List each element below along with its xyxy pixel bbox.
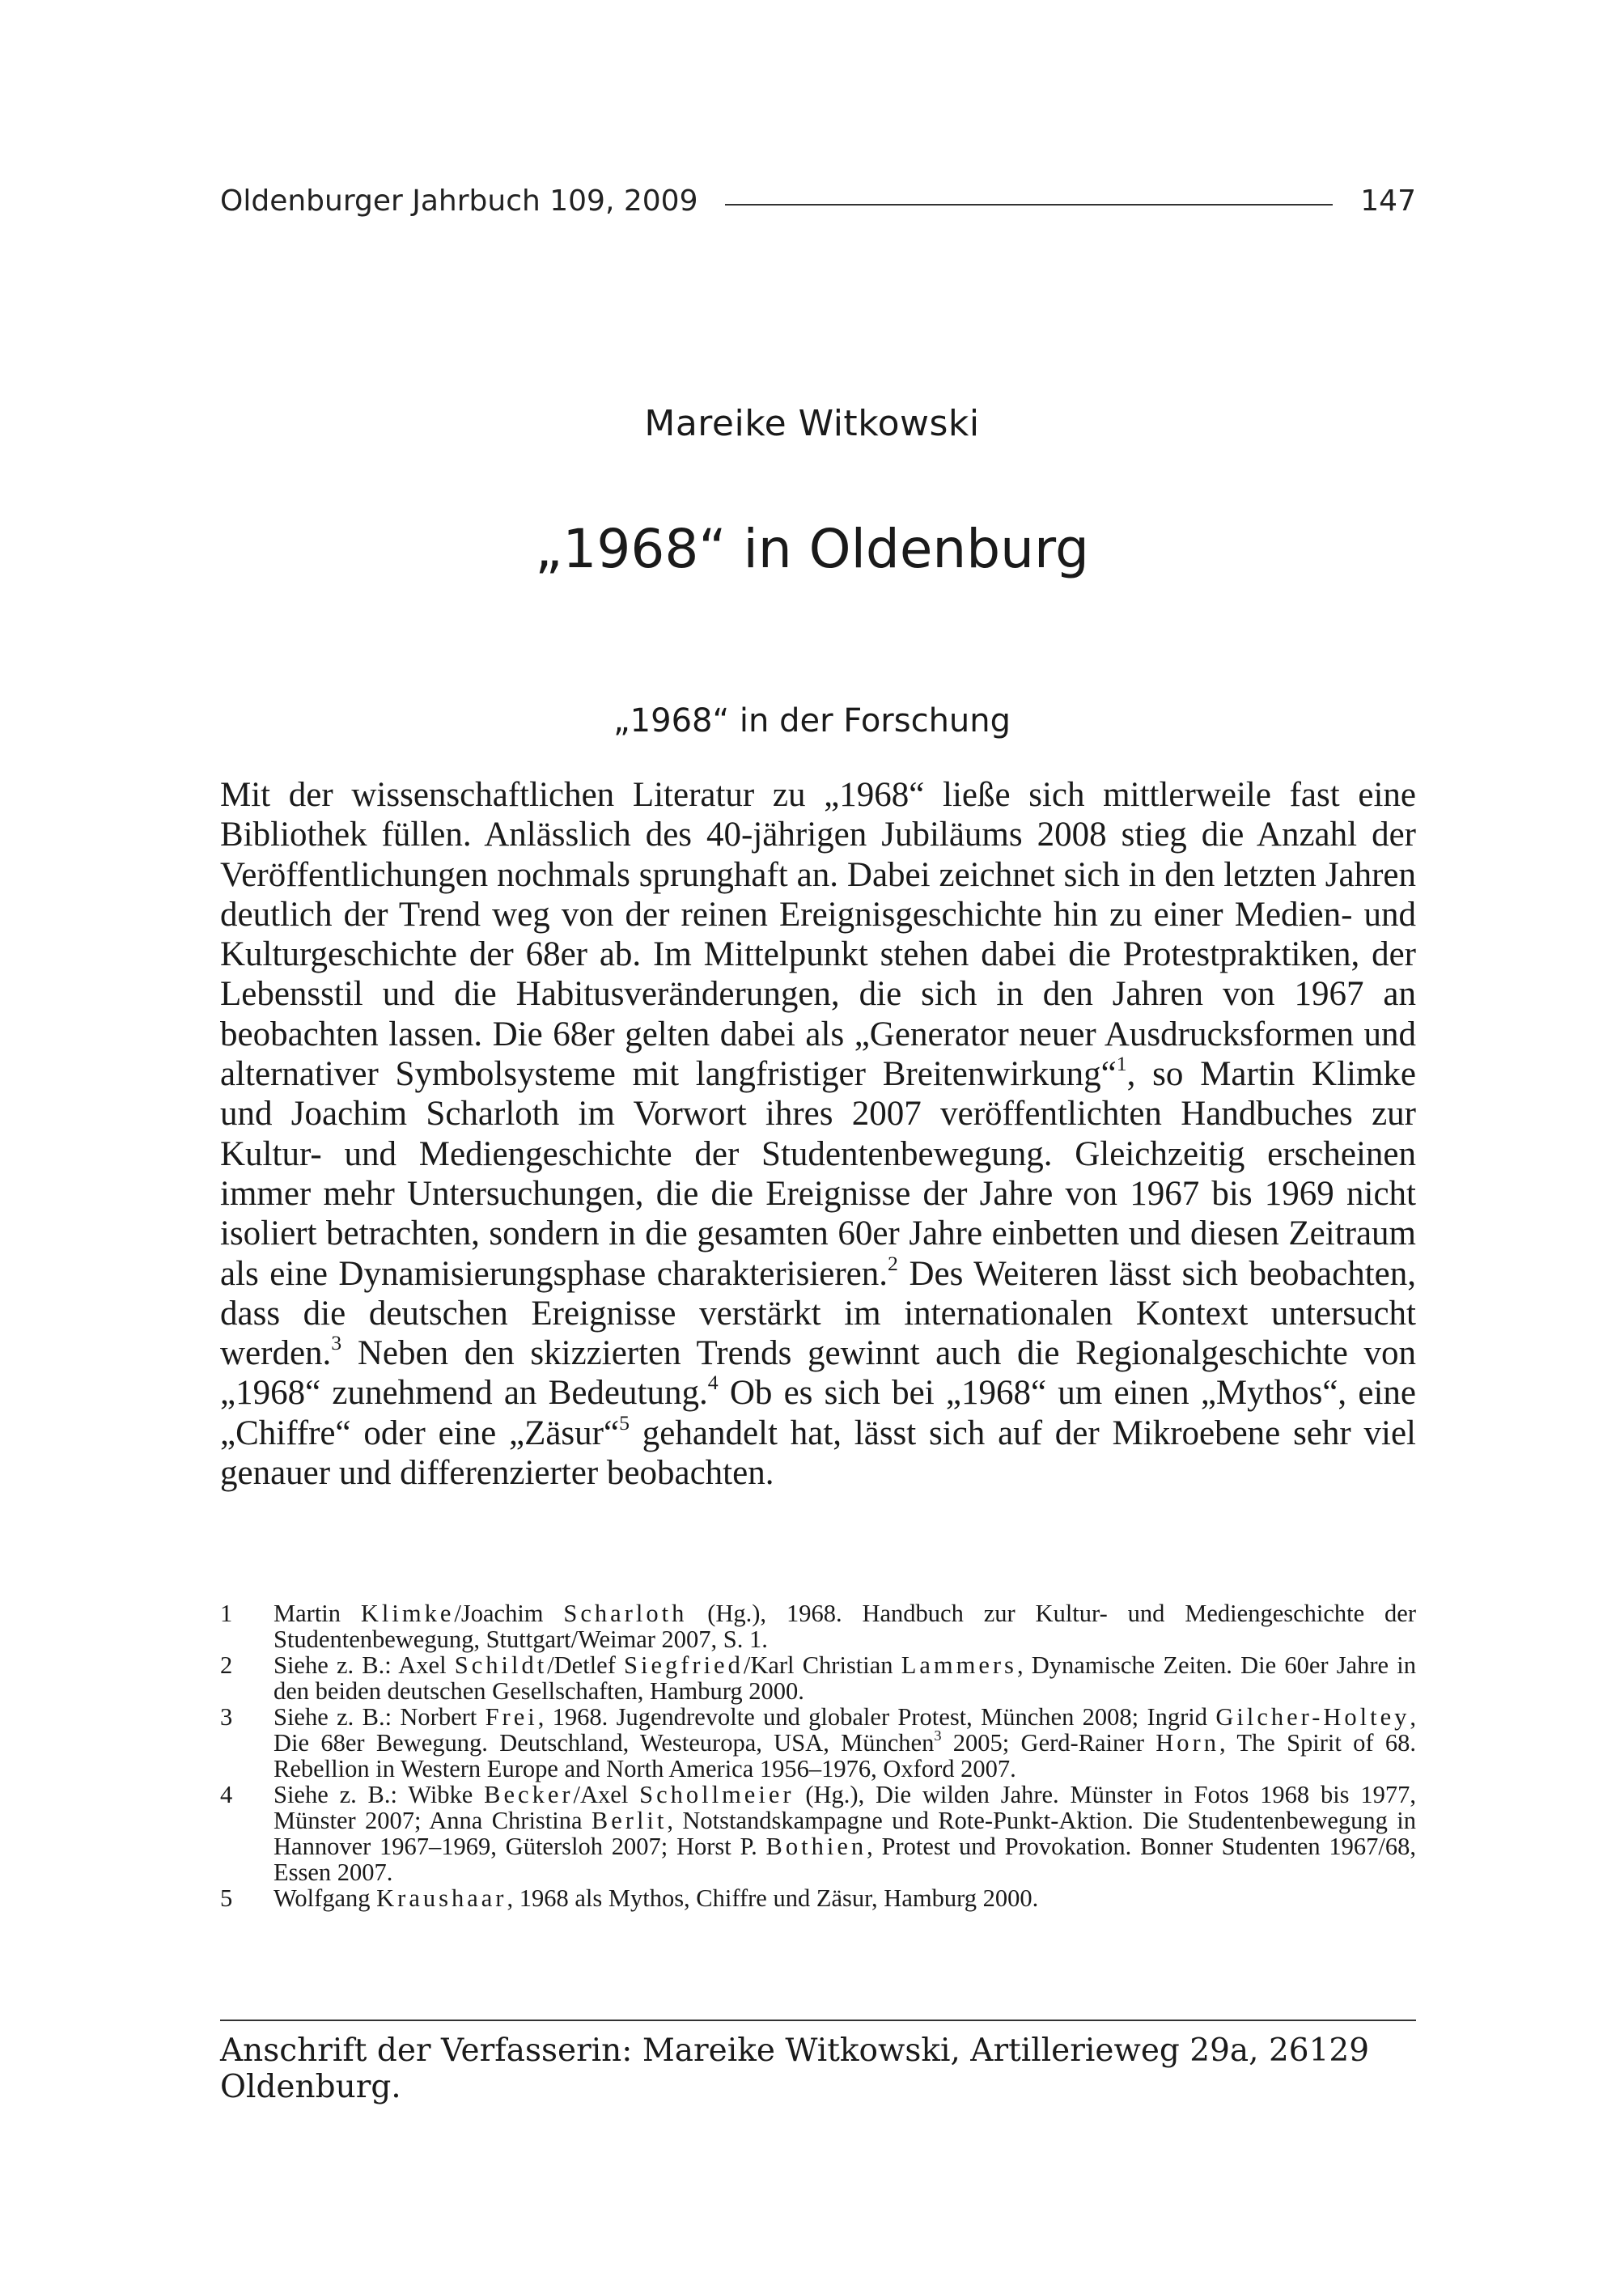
article-title: „1968“ in Oldenburg [535, 518, 1089, 580]
footnote [220, 1704, 1416, 1782]
header-rule [725, 204, 1333, 206]
author-name: Lammers [901, 1651, 1017, 1679]
footnote-number: 2 [220, 1651, 233, 1679]
edition-superscript: 3 [934, 1727, 942, 1744]
address-divider [220, 2020, 1416, 2021]
author-name: Kraushaar [376, 1884, 507, 1912]
body-text-run: Ob es sich bei „1968“ um einen „Mythos“, eine „Chiffre“ oder eine „Zäsur“ [220, 1374, 1416, 1452]
footnote-number: 3 [220, 1703, 233, 1731]
journal-title: Oldenburger Jahrbuch 109, 2009 [220, 184, 698, 218]
body-text-run: gehandelt hat, lässt sich auf der Mikroebene sehr viel genauer und differenzierter beobachten. [220, 1414, 1416, 1493]
footnote-ref[interactable]: 2 [888, 1251, 898, 1275]
author-name: Horn [1155, 1729, 1219, 1757]
footnote [220, 1652, 1416, 1704]
author-name: Schildt [454, 1651, 548, 1679]
footnote-ref[interactable]: 4 [707, 1371, 719, 1395]
footnote-text: Martin Klimke/Joachim Scharloth (Hg.), 1968. Handbuch zur Kultur- und Mediengeschichte der Studentenbewegung, Stuttgart/Weimar 2007, S. 1. [273, 1600, 1416, 1653]
running-head [220, 184, 1416, 218]
page-number: 147 [1360, 184, 1416, 218]
footnote-ref[interactable]: 5 [619, 1410, 630, 1435]
body-text-run: Neben den skizzierten Trends gewinnt auch die Regionalgeschichte von „1968“ zunehmend an Bedeutung. [220, 1334, 1416, 1413]
body-text-run: Mit der wissenschaftlichen Literatur zu „1968“ ließe sich mittlerweile fast eine Bibliothek füllen. Anlässlich des 40-jährigen Jubiläums 2008 stieg die Anzahl der Veröffentlichungen nochmals sprunghaft an. Dabei zeichnet sich in den letzten Jahren deutlich der Trend weg von der reinen Ereignisgeschichte hin zu einer Medien- und Kulturgeschichte der 68er ab. Im Mittelpunkt stehen dabei die Protestpraktiken, der Lebensstil und die Habitusveränderungen, die sich in den Jahren von 1967 an beobachten lassen. Die 68er gelten dabei als „Generator neuer Ausdrucksformen und alternativer Symbolsysteme mit langfristiger Breitenwirkung“ [220, 776, 1416, 1094]
footnote-number: 5 [220, 1884, 233, 1912]
body-paragraph [220, 775, 1416, 1493]
author-name: Schollmeier [639, 1781, 795, 1808]
footnote [220, 1600, 1416, 1652]
footnote-number: 4 [220, 1781, 233, 1808]
footnote-number: 1 [220, 1600, 233, 1627]
author-name: Klimke [360, 1600, 455, 1627]
footnote-ref[interactable]: 3 [331, 1331, 342, 1355]
footnote-ref[interactable]: 1 [1116, 1052, 1127, 1076]
author-name: Bothien [765, 1833, 867, 1860]
footnote-text: Siehe z. B.: Axel Schildt/Detlef Siegfried/Karl Christian Lammers, Dynamische Zeiten. Die 60er Jahre in den beiden deutschen Gesellschaften, Hamburg 2000. [273, 1651, 1416, 1705]
footnote-text: Wolfgang Kraushaar, 1968 als Mythos, Chiffre und Zäsur, Hamburg 2000. [273, 1884, 1039, 1912]
author-name: Gilcher-Holtey [1215, 1703, 1410, 1731]
author-address: Anschrift der Verfasserin: Mareike Witkowski, Artillerieweg 29a, 26129 Oldenburg. [220, 2032, 1370, 2105]
footnote-text: Siehe z. B.: Wibke Becker/Axel Schollmeier (Hg.), Die wilden Jahre. Münster in Fotos 1968 bis 1977, Münster 2007; Anna Christina Berlit, Notstandskampagne und Rote-Punkt-Aktion. Die Studentenbewegung in Hannover 1967–1969, Gütersloh 2007; Horst P. Bothien, Protest und Provokation. Bonner Studenten 1967/68, Essen 2007. [273, 1781, 1417, 1886]
body-text-run: , so Martin Klimke und Joachim Scharloth im Vorwort ihres 2007 veröffentlichten Handbuches zur Kultur- und Mediengeschichte der Studentenbewegung. Gleichzeitig erscheinen immer mehr Untersuchungen, die die Ereignisse der Jahre von 1967 bis 1969 nicht isoliert betrachten, sondern in die gesamten 60er Jahre einbetten und diesen Zeitraum als eine Dynamisierungsphase charakterisieren. [220, 1055, 1416, 1293]
article-author: Mareike Witkowski [644, 403, 980, 444]
author-name: Scharloth [563, 1600, 688, 1627]
author-name: Frei [485, 1703, 538, 1731]
footnote [220, 1782, 1416, 1885]
author-name: Siegfried [624, 1651, 744, 1679]
author-name: Berlit [591, 1807, 668, 1834]
footnote [220, 1885, 1416, 1911]
footnotes [220, 1600, 1416, 1911]
footnote-text: Siehe z. B.: Norbert Frei, 1968. Jugendrevolte und globaler Protest, München 2008; Ingrid Gilcher-Holtey, Die 68er Bewegung. Deutschland, Westeuropa, USA, München$^3$ 2005; Gerd-Rainer Horn, The Spirit of 68. Rebellion in Western Europe and North America 1956–1976, Oxford 2007. [273, 1703, 1416, 1782]
author-name: Becker [484, 1781, 574, 1808]
body-text-run: Des Weiteren lässt sich beobachten, dass die deutschen Ereignisse verstärkt im internationalen Kontext untersucht werden. [220, 1254, 1416, 1373]
section-heading: „1968“ in der Forschung [613, 702, 1011, 740]
